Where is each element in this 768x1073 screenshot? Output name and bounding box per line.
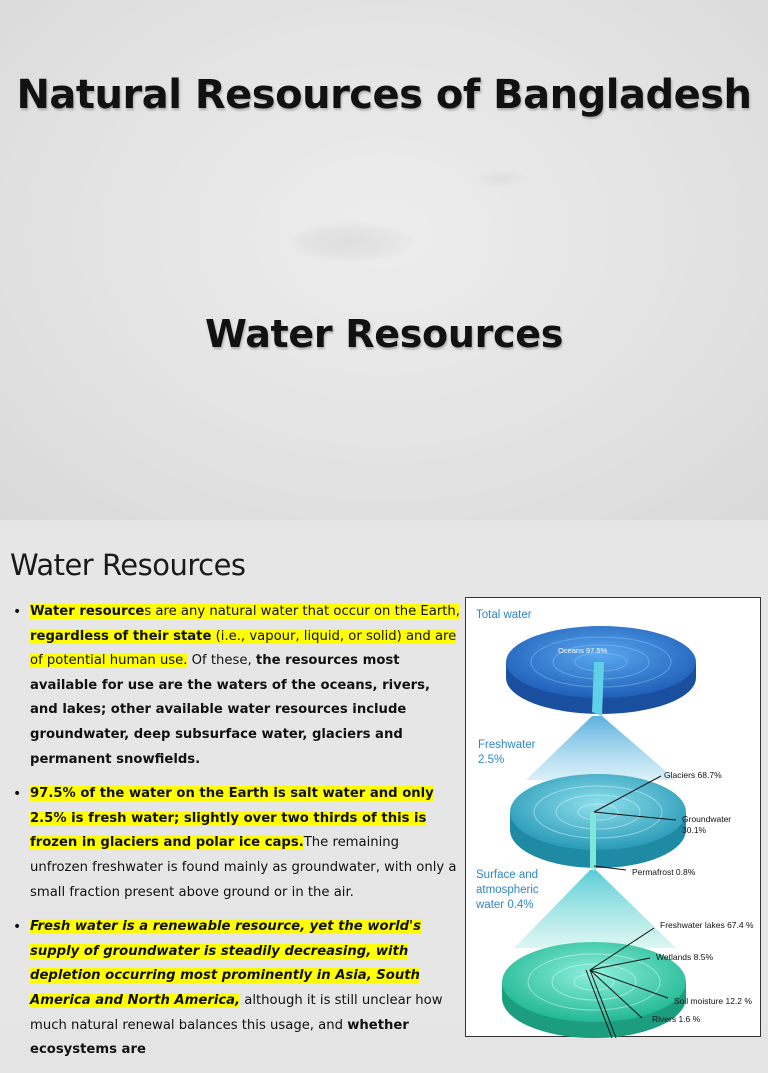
content-slide-title: Water Resources: [10, 548, 246, 582]
glaciers-label: Glaciers 68.7%: [664, 770, 722, 780]
freshwater-cone: [526, 716, 676, 780]
bullet-text-segment: s are any natural water that occur on the Earth,: [144, 604, 460, 619]
content-slide: [0, 528, 768, 1058]
freshwater-lakes-label: Freshwater lakes 67.4 %: [660, 920, 754, 930]
slide-subtitle: Water Resources: [204, 312, 564, 356]
wetlands-label: Wetlands 8.5%: [656, 952, 714, 962]
oceans-label: Oceans 97.5%: [558, 646, 608, 655]
surface-label-line2: atmospheric: [476, 884, 539, 896]
bullet-text-segment: Of these,: [187, 653, 256, 669]
bullet-text-segment: Fresh water is a renewable resource, yet the world's supply of groundwater is steadily decreasing, with depletion occurring most prominently in Asia, South America and North America,: [30, 919, 421, 1008]
surface-cone: [514, 870, 676, 948]
bullet-text-segment: The remaining unfrozen freshwater is found mainly as groundwater, with only a small fraction present above ground or in the air.: [30, 835, 457, 900]
permafrost-label: Permafrost 0.8%: [632, 867, 696, 877]
bullet-list: [10, 600, 460, 1073]
bullet-text-segment: 97.5% of the water on the Earth is salt water and only 2.5% is fresh water; slightly over two thirds of this is frozen in glaciers and polar ice caps.: [30, 786, 434, 851]
groundwater-label-line2: 30.1%: [682, 825, 707, 835]
bullet-text-segment: whether ecosystems are: [30, 1017, 409, 1058]
surface-label-line3: water 0.4%: [476, 899, 534, 911]
freshwater-label-line2: 2.5%: [478, 754, 505, 766]
bullet-item: [10, 915, 460, 1063]
water-distribution-diagram: [465, 597, 761, 1037]
groundwater-label-line1: Groundwater: [682, 814, 732, 824]
slide-title: Natural Resources of Bangladesh: [16, 72, 752, 118]
water-distribution-svg: [466, 598, 762, 1038]
bullet-text-segment: the resources most available for use are the waters of the oceans, rivers, and lakes; other available water resources include groundwater, deep subsurface water, glaciers and permanent snowfields.: [30, 653, 431, 767]
freshwater-label-line1: Freshwater: [478, 739, 536, 751]
surface-label-line1: Surface and: [476, 869, 539, 881]
water-drop-decoration-small: [470, 170, 530, 188]
title-slide: [0, 0, 768, 520]
bullet-text-segment: (i.e., vapour, liquid, or solid) and are of potential human use.: [30, 628, 457, 669]
bullet-text-segment: although it is still unclear how much natural renewal balances this usage, and: [30, 992, 443, 1033]
water-drop-decoration: [290, 222, 414, 262]
bullet-item: [10, 782, 460, 905]
bullet-item: [10, 600, 460, 772]
soil-moisture-label: Soil moisture 12.2 %: [674, 996, 752, 1006]
rivers-label: Rivers 1.6 %: [652, 1014, 701, 1024]
freshwater-disc: [510, 774, 686, 870]
bullet-text-segment: Water resource: [30, 604, 145, 619]
oceans-disc: [506, 626, 696, 716]
bullet-text-segment: regardless of their state: [30, 628, 212, 644]
total-water-label: Total water: [476, 609, 532, 621]
